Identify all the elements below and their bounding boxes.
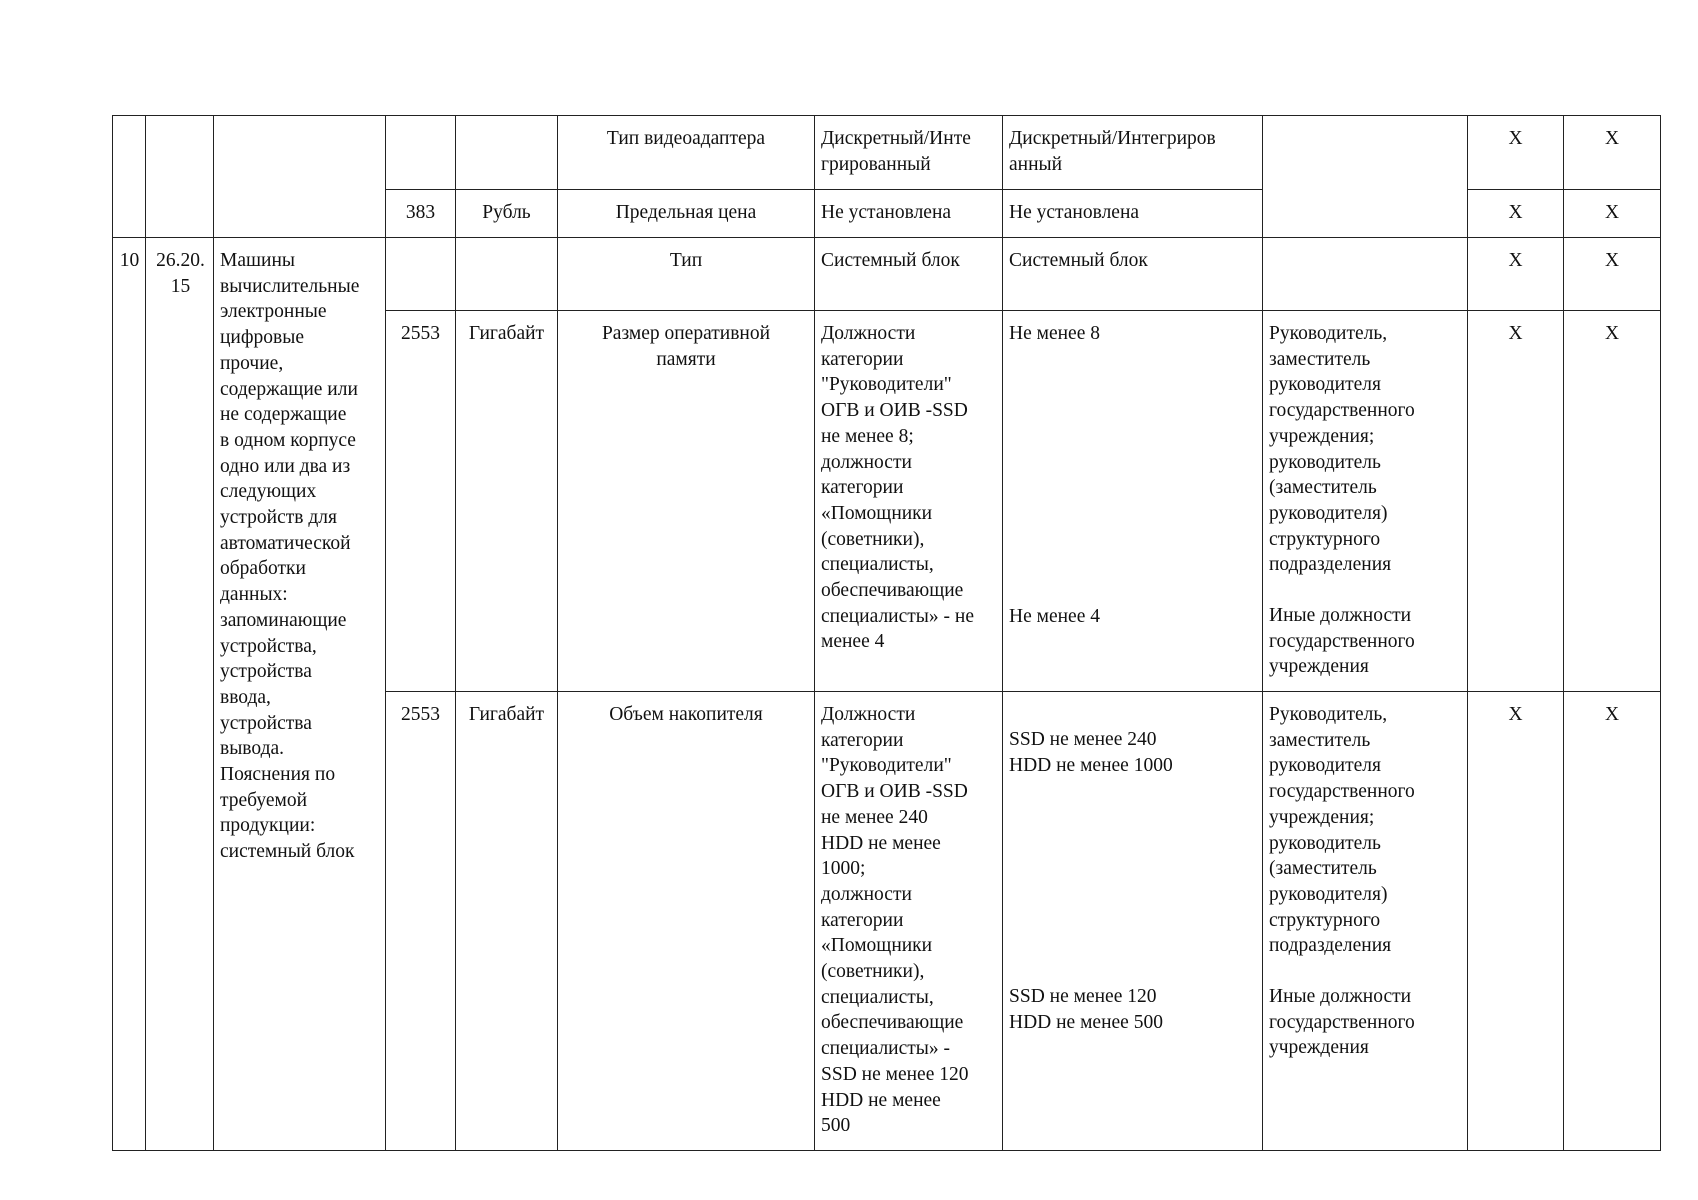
x-mark: X <box>1564 238 1661 311</box>
value-final: Системный блок <box>1003 238 1263 311</box>
okei-code-cell-empty <box>386 116 456 190</box>
x-mark: X <box>1564 116 1661 190</box>
value-senior: Не менее 8 <box>1009 323 1100 344</box>
okei-code: 2553 <box>386 692 456 1151</box>
characteristic-name: Объем накопителя <box>558 692 815 1151</box>
okpd-code: 26.20. 15 <box>146 238 214 1151</box>
x-mark: X <box>1468 692 1564 1151</box>
okei-code-cell-empty <box>386 238 456 311</box>
unit-name: Гигабайт <box>456 311 558 692</box>
x-mark: X <box>1564 311 1661 692</box>
position-list <box>1263 692 1468 1151</box>
characteristic-name: Тип <box>558 238 815 311</box>
unit-name: Рубль <box>456 190 558 238</box>
item-description: Машины вычислительные электронные цифровые прочие, содержащие или не содержащие в одном корпусе одно или два из следующих устройств для автоматической обработки данных: запоминающие устройства, устройства ввода, устройства вывода. Пояснения по требуемой продукции: системный блок <box>214 238 386 1151</box>
x-mark: X <box>1468 238 1564 311</box>
table-row-video-type <box>113 116 1661 190</box>
okei-code: 2553 <box>386 311 456 692</box>
position-other: Иные должности государственного учреждения <box>1269 986 1415 1059</box>
x-mark: X <box>1468 311 1564 692</box>
value-approved: Не установлена <box>815 190 1003 238</box>
position-other: Иные должности государственного учреждения <box>1269 605 1415 678</box>
x-mark: X <box>1468 190 1564 238</box>
characteristic-name: Предельная цена <box>558 190 815 238</box>
requirements-table <box>112 115 1661 1151</box>
item-number: 10 <box>113 238 146 1151</box>
unit-name: Гигабайт <box>456 692 558 1151</box>
x-mark: X <box>1564 692 1661 1151</box>
x-mark: X <box>1468 116 1564 190</box>
characteristic-name: Размер оперативной памяти <box>558 311 815 692</box>
okei-code: 383 <box>386 190 456 238</box>
x-mark: X <box>1564 190 1661 238</box>
value-approved: Должности категории "Руководители" ОГВ и ОИВ -SSD не менее 240 HDD не менее 1000; должности категории «Помощники (советники), специалисты, обеспечивающие специалисты» - SSD не менее 120 HDD не менее 500 <box>815 692 1003 1151</box>
value-approved: Должности категории "Руководители" ОГВ и ОИВ -SSD не менее 8; должности категории «Помощники (советники), специалисты, обеспечивающие специалисты» - не менее 4 <box>815 311 1003 692</box>
okpd-cell-empty <box>146 116 214 238</box>
position-cell-empty <box>1263 238 1468 311</box>
value-senior: SSD не менее 240 HDD не менее 1000 <box>1009 729 1173 776</box>
table-row-type <box>113 238 1661 311</box>
value-final: Не установлена <box>1003 190 1263 238</box>
unit-cell-empty <box>456 116 558 190</box>
value-approved: Системный блок <box>815 238 1003 311</box>
position-list <box>1263 311 1468 692</box>
value-approved: Дискретный/Инте грированный <box>815 116 1003 190</box>
value-final <box>1003 311 1263 692</box>
number-cell-empty <box>113 116 146 238</box>
characteristic-name: Тип видеоадаптера <box>558 116 815 190</box>
value-final <box>1003 692 1263 1151</box>
value-final: Дискретный/Интегриров анный <box>1003 116 1263 190</box>
unit-cell-empty <box>456 238 558 311</box>
description-cell-empty <box>214 116 386 238</box>
value-other: Не менее 4 <box>1009 605 1100 627</box>
value-other: SSD не менее 120 HDD не менее 500 <box>1009 986 1163 1034</box>
position-senior: Руководитель, заместитель руководителя государственного учреждения; руководитель (заместитель руководителя) структурного подразделения <box>1269 323 1415 576</box>
position-senior: Руководитель, заместитель руководителя государственного учреждения; руководитель (заместитель руководителя) структурного подразделения <box>1269 704 1415 957</box>
position-cell-empty <box>1263 116 1468 238</box>
